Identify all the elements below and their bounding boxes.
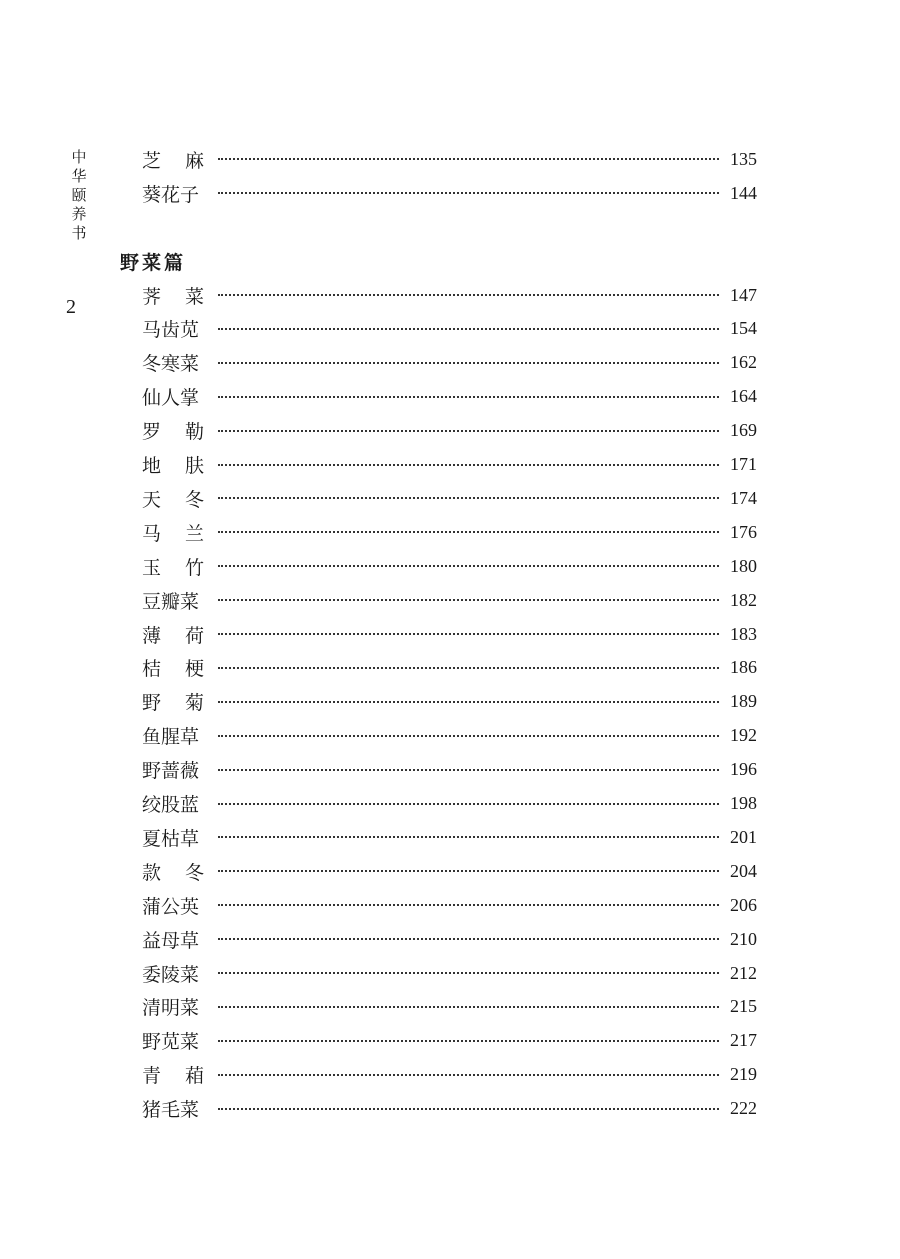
toc-entry[interactable] [142, 619, 757, 649]
toc-entry-title: 鱼腥草 [142, 726, 200, 749]
toc-leader-dots [218, 551, 719, 581]
toc-entry-page: 186 [730, 657, 757, 678]
toc-entry-page: 180 [730, 555, 757, 576]
toc-entry-title: 地 肤 [142, 455, 204, 477]
toc-entry-title: 天 冬 [142, 488, 204, 511]
toc-leader-dots [218, 856, 719, 886]
toc-leader-dots [218, 1094, 719, 1124]
toc-entry-page: 135 [730, 148, 757, 169]
toc-entry-title: 马齿苋 [142, 319, 200, 342]
toc-entry-page: 206 [730, 894, 757, 915]
toc-entry-title: 青 葙 [142, 1065, 204, 1088]
toc-leader-dots [218, 653, 719, 683]
toc-entry-page: 147 [730, 284, 757, 305]
toc-entry-title: 委陵菜 [142, 963, 200, 986]
toc-entry-title: 蒲公英 [142, 895, 200, 918]
toc-leader-dots [218, 822, 719, 852]
toc-entry-page: 182 [730, 589, 757, 610]
toc-entry-title: 猪毛菜 [142, 1099, 200, 1122]
toc-leader-dots [218, 517, 719, 547]
toc-leader-dots [218, 178, 719, 208]
toc-leader-dots [218, 348, 719, 378]
toc-entry[interactable] [142, 1060, 757, 1090]
toc-entry-title: 葵花子 [142, 183, 200, 206]
toc-entry[interactable] [142, 280, 757, 310]
toc-entry-page: 169 [730, 420, 757, 441]
toc-entry-page: 144 [730, 182, 757, 203]
toc-entry-title: 芝 麻 [142, 149, 204, 172]
toc-entry-title: 清明菜 [142, 997, 200, 1020]
toc-entry-page: 183 [730, 623, 757, 644]
toc-entry[interactable] [142, 653, 757, 683]
toc-entry[interactable] [142, 585, 757, 615]
toc-entry-title: 野苋菜 [142, 1031, 200, 1054]
toc-entry-page: 210 [730, 928, 757, 949]
toc-leader-dots [218, 144, 719, 174]
toc-entry-page: 189 [730, 691, 757, 712]
section-heading: 野菜篇 [120, 252, 187, 274]
toc-entry-page: 217 [730, 1030, 757, 1051]
toc-entry[interactable] [142, 924, 757, 954]
toc-entry-page: 204 [730, 860, 757, 881]
toc-entry[interactable] [142, 992, 757, 1022]
toc-entry[interactable] [142, 1094, 757, 1124]
toc-entry-title: 款 冬 [142, 861, 204, 884]
toc-entry[interactable] [142, 721, 757, 751]
toc-entry-title: 仙人掌 [142, 387, 200, 410]
toc-entry[interactable] [142, 856, 757, 886]
toc-leader-dots [218, 721, 719, 751]
toc-leader-dots [218, 382, 719, 412]
toc-entry-title: 野蔷薇 [142, 760, 200, 783]
toc-entry-page: 215 [730, 996, 757, 1017]
toc-leader-dots [218, 585, 719, 615]
toc-entry[interactable] [142, 822, 757, 852]
toc-entry-title: 马 兰 [142, 522, 204, 545]
toc-leader-dots [218, 890, 719, 920]
toc-entry-page: 162 [730, 352, 757, 373]
toc-entry-page: 164 [730, 386, 757, 407]
toc-leader-dots [218, 992, 719, 1022]
toc-entry-title: 薄 荷 [142, 624, 204, 647]
toc-entry[interactable] [142, 890, 757, 920]
toc-entry-page: 198 [730, 793, 757, 813]
toc-leader-dots [218, 1026, 719, 1056]
toc-entry-page: 192 [730, 725, 757, 746]
toc-entry-title: 绞股蓝 [142, 794, 200, 816]
toc-entry[interactable] [142, 551, 757, 581]
toc-entry-page: 212 [730, 962, 757, 983]
toc-leader-dots [218, 450, 719, 480]
toc-entry-page: 219 [730, 1064, 757, 1085]
toc-entry-title: 益母草 [142, 929, 200, 952]
toc-leader-dots [218, 1060, 719, 1090]
toc-entry-page: 222 [730, 1098, 757, 1119]
toc-entry-title: 桔 梗 [142, 658, 204, 681]
toc-entry[interactable] [142, 314, 757, 344]
side-title-char: 华 [71, 167, 87, 185]
toc-entry-page: 201 [730, 826, 757, 847]
toc-entry-title: 玉 竹 [142, 556, 204, 579]
toc-entry[interactable] [142, 382, 757, 412]
toc-entry-page: 176 [730, 521, 757, 542]
toc-leader-dots [218, 924, 719, 954]
toc-entry-page: 154 [730, 318, 757, 339]
toc-leader-dots [218, 314, 719, 344]
toc-entry-page: 174 [730, 487, 757, 508]
toc-leader-dots [218, 687, 719, 717]
toc-entry[interactable] [142, 348, 757, 378]
toc-leader-dots [218, 416, 719, 446]
toc-entry[interactable] [142, 1026, 757, 1056]
toc-leader-dots [218, 755, 719, 785]
toc-entry[interactable] [142, 755, 757, 785]
toc-entry[interactable] [142, 958, 757, 988]
side-title-char: 养 [71, 205, 87, 223]
side-title-char: 书 [71, 224, 87, 242]
toc-leader-dots [218, 958, 719, 988]
toc-entry-title: 冬寒菜 [142, 353, 200, 376]
side-title-char: 颐 [71, 186, 87, 204]
toc-leader-dots [218, 483, 719, 513]
toc-entry-page: 196 [730, 759, 757, 780]
toc-entry-title: 罗 勒 [142, 421, 204, 444]
toc-leader-dots [218, 619, 719, 649]
toc-leader-dots [218, 280, 719, 310]
toc-entry[interactable] [142, 483, 757, 513]
page-number: 2 [66, 296, 76, 318]
toc-entry[interactable] [142, 517, 757, 547]
toc-entry-title: 荠 菜 [142, 285, 204, 308]
toc-entry[interactable] [142, 144, 757, 174]
toc-entry[interactable] [142, 450, 757, 480]
toc-entry-title: 夏枯草 [142, 827, 200, 850]
toc-entry-title: 豆瓣菜 [142, 590, 200, 613]
toc-entry-page: 171 [730, 454, 757, 474]
toc-entry[interactable] [142, 687, 757, 717]
toc-entry[interactable] [142, 789, 757, 819]
toc-leader-dots [218, 789, 719, 819]
toc-entry[interactable] [142, 416, 757, 446]
side-title-char: 中 [71, 148, 87, 166]
book-series-title [68, 148, 90, 243]
toc-entry[interactable] [142, 178, 757, 208]
toc-entry-title: 野 菊 [142, 692, 204, 715]
